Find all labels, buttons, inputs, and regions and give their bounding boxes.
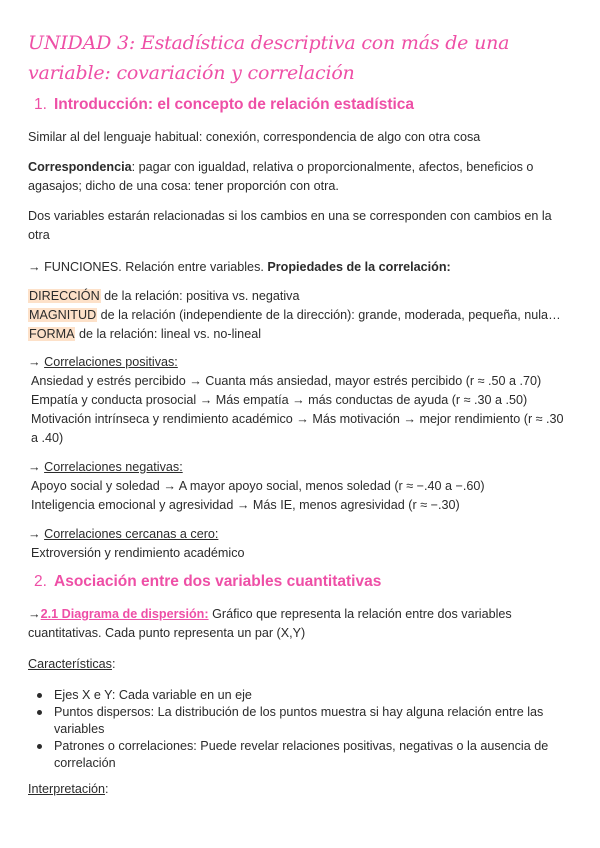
property-text: de la relación (independiente de la dirección): grande, moderada, pequeña, nula…: [97, 308, 561, 322]
property-term: DIRECCIÓN: [29, 289, 100, 303]
list-item: Motivación intrínseca y rendimiento académico → Más motivación → mejor rendimiento (r ≈ .30 a .40): [31, 412, 564, 445]
arrow-icon: →: [28, 607, 41, 621]
correspondencia-paragraph: [28, 158, 573, 196]
positivas-heading: [28, 353, 573, 372]
bullet-icon: [37, 693, 42, 698]
list-item-text: Ejes X e Y: Cada variable en un eje: [54, 688, 252, 702]
list-item-text: Patrones o correlaciones: Puede revelar relaciones positivas, negativas o la ausencia de correlación: [54, 739, 549, 770]
dispersion-paragraph: [28, 605, 573, 643]
cercanas-heading: [28, 525, 573, 544]
list-item: [28, 738, 573, 772]
intro-line: Similar al del lenguaje habitual: conexión, correspondencia de algo con otra cosa: [28, 130, 481, 144]
list-item: Extroversión y rendimiento académico: [31, 546, 245, 560]
list-item: Apoyo social y soledad → A mayor apoyo social, menos soledad (r ≈ −.40 a −.60): [31, 479, 485, 493]
interpretacion-heading-text: Interpretación: [28, 782, 106, 796]
property-text: de la relación: lineal vs. no-lineal: [75, 327, 261, 341]
list-item: [28, 704, 573, 738]
section-2-title: Asociación entre dos variables cuantitativas: [54, 573, 382, 590]
negativas-block: [28, 458, 573, 515]
funciones-line: [28, 258, 573, 277]
bullet-icon: [37, 710, 42, 715]
interpretacion-heading: [28, 780, 573, 799]
property-term: FORMA: [29, 327, 75, 341]
section-1-title: Introducción: el concepto de relación estadística: [54, 96, 415, 113]
property-term: MAGNITUD: [29, 308, 97, 322]
arrow-icon: →: [28, 460, 45, 474]
unit-title: UNIDAD 3: Estadística descriptiva con más de una variable: covariación y correlación: [28, 32, 510, 84]
negativas-heading-text: Correlaciones negativas:: [44, 460, 183, 474]
section-2-number: 2.: [34, 573, 47, 590]
section-1-number: 1.: [34, 96, 47, 113]
negativas-heading: [28, 458, 573, 477]
property-text: de la relación: positiva vs. negativa: [100, 289, 300, 303]
dispersion-link[interactable]: 2.1 Diagrama de dispersión:: [40, 607, 209, 621]
positivas-heading-text: Correlaciones positivas:: [44, 355, 178, 369]
bullet-icon: [37, 744, 42, 749]
funciones-prefix: → FUNCIONES. Relación entre variables.: [28, 260, 268, 274]
property-direccion: [28, 287, 573, 306]
correspondencia-definition: : pagar con igualdad, relativa o proporcionalmente, afectos, beneficios o agasajos; dicho de una cosa: tener proporción con otra.: [28, 160, 534, 193]
list-item: Empatía y conducta prosocial → Más empatía → más conductas de ayuda (r ≈ .30 a .50): [31, 393, 528, 407]
caracteristicas-heading: [28, 655, 573, 674]
cercanas-block: [28, 525, 573, 563]
dos-variables-paragraph: Dos variables estarán relacionadas si los cambios en una se corresponden con cambios en la otra: [28, 209, 552, 242]
list-item: Inteligencia emocional y agresividad → Más IE, menos agresividad (r ≈ −.30): [31, 498, 460, 512]
section-1-heading: [34, 96, 414, 114]
heading-colon: :: [105, 782, 109, 796]
cercanas-heading-text: Correlaciones cercanas a cero:: [44, 527, 219, 541]
property-forma: [28, 325, 573, 344]
properties-block: [28, 287, 573, 344]
heading-colon: :: [111, 657, 116, 671]
section-2-heading: [34, 573, 381, 591]
property-magnitud: [28, 306, 573, 325]
correspondencia-term: Correspondencia: [28, 160, 132, 174]
caracteristicas-list: [28, 687, 573, 772]
list-item: Ansiedad y estrés percibido → Cuanta más ansiedad, mayor estrés percibido (r ≈ .50 a .70): [31, 374, 542, 388]
list-item: [28, 687, 573, 704]
list-item-text: Puntos dispersos: La distribución de los puntos muestra si hay alguna relación entre las variables: [54, 705, 544, 736]
positivas-block: [28, 353, 573, 448]
caracteristicas-heading-text: Características: [28, 657, 112, 671]
arrow-icon: →: [28, 355, 45, 369]
arrow-icon: →: [28, 527, 45, 541]
dispersion-text: Gráfico que representa la relación entre dos variables cuantitativas. Cada punto representa un par (X,Y): [28, 607, 512, 640]
funciones-bold: Propiedades de la correlación:: [267, 260, 451, 274]
